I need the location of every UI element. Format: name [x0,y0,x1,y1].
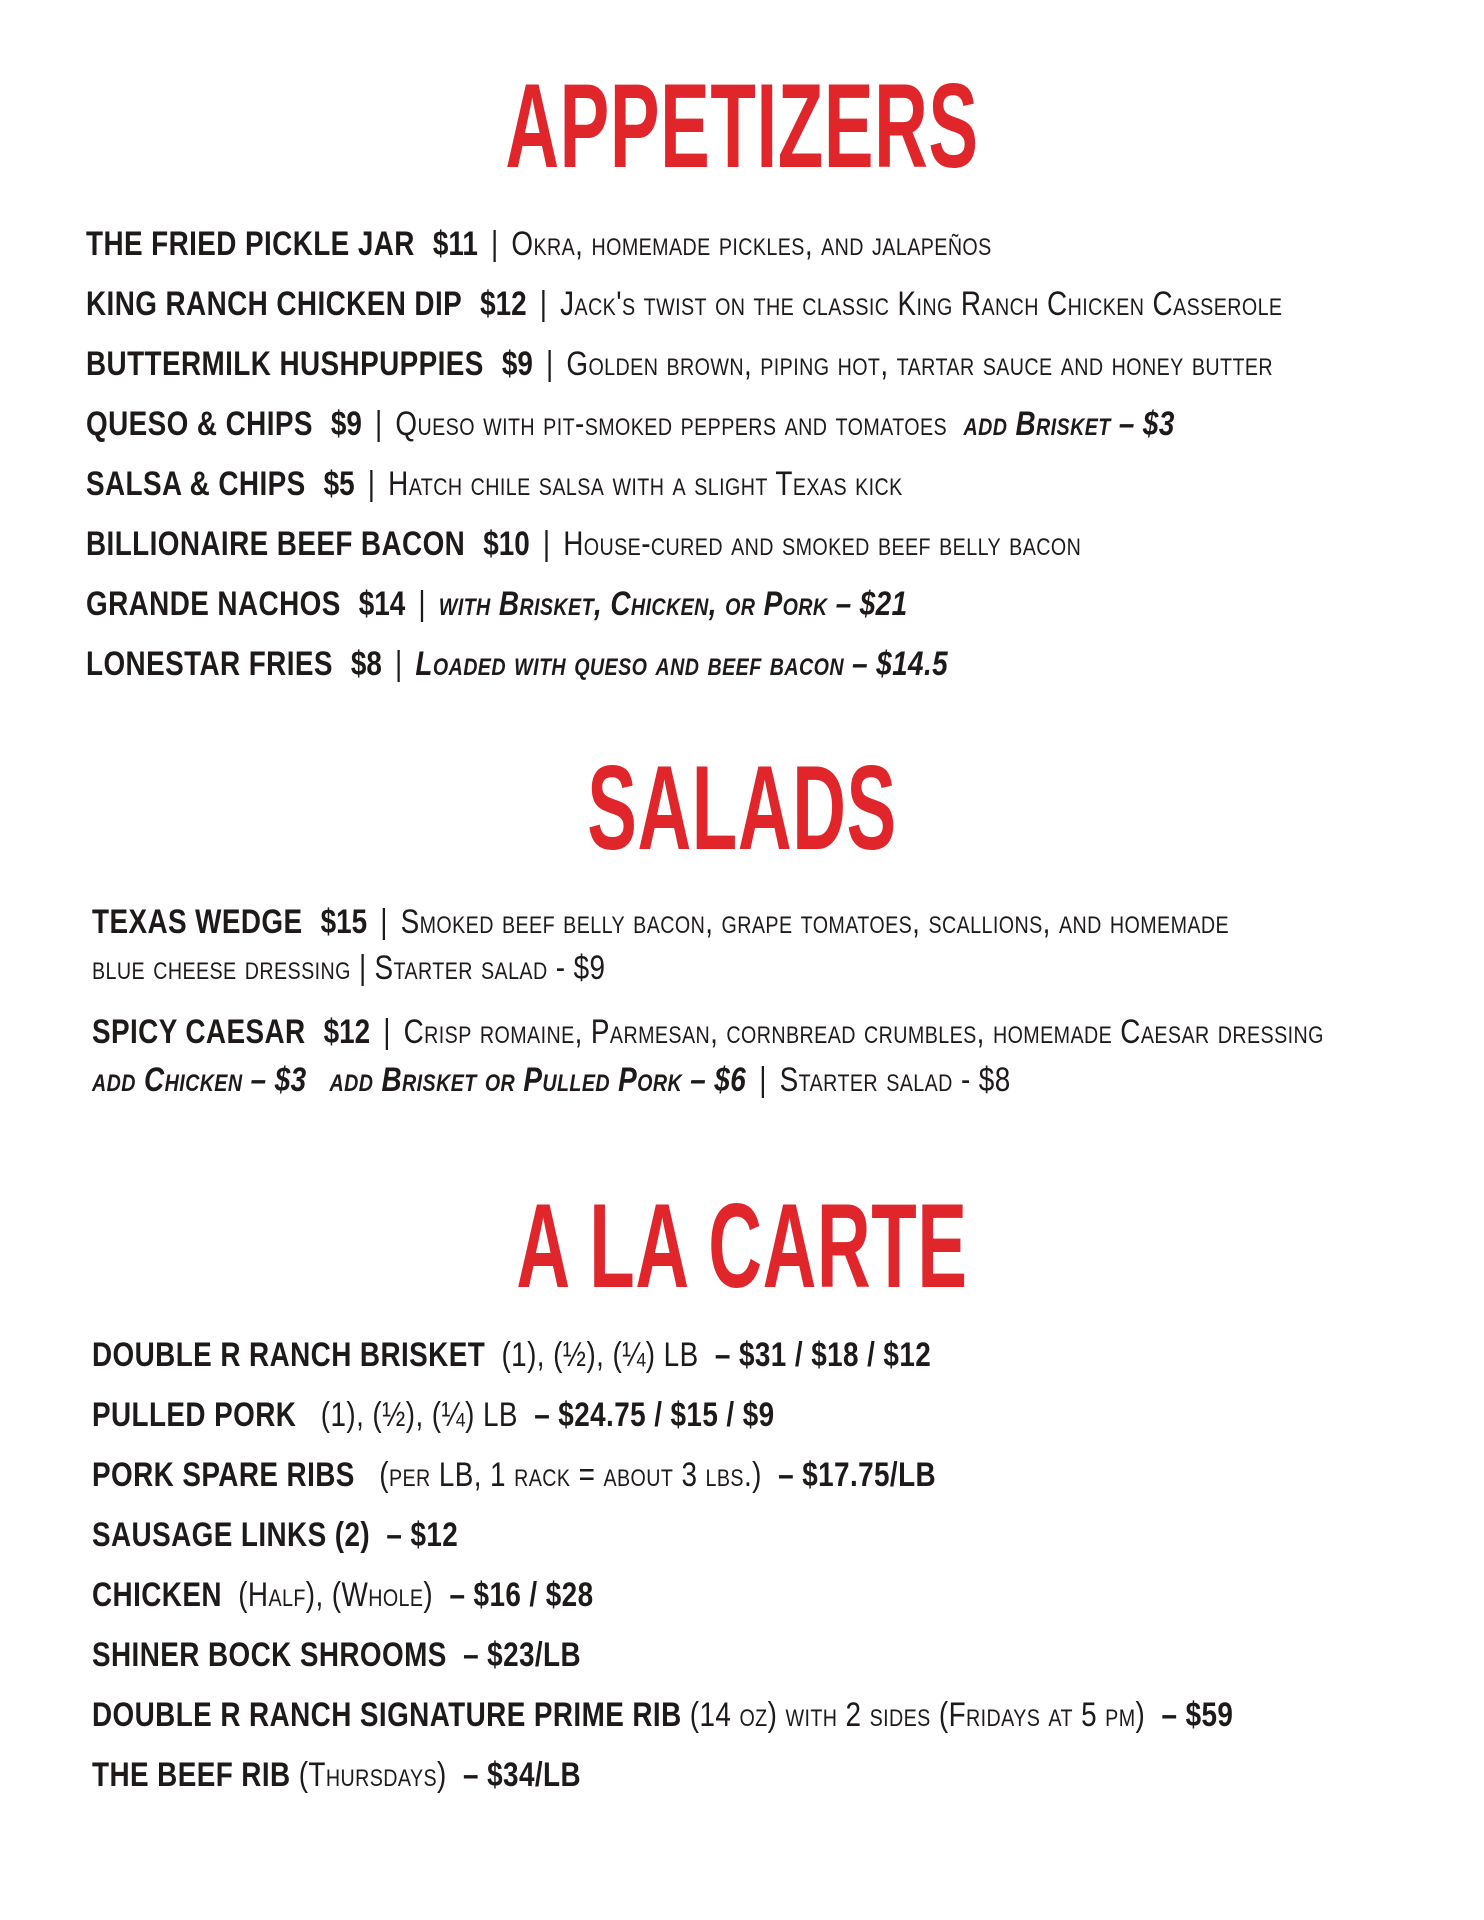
carte-item-chicken [92,1573,593,1617]
item-description: Queso with pit-smoked peppers and tomatoes [395,405,948,443]
item-price: $15 [320,903,368,941]
texas-wedge-line-2 [92,946,605,990]
item-addon: Loaded with queso and beef bacon – $14.5 [415,645,949,683]
item-detail: (1), (½), (¼) LB [320,1396,518,1434]
item-price: – $23/LB [463,1636,582,1674]
item-name: DOUBLE R RANCH BRISKET [92,1336,486,1374]
item-detail: (per LB, 1 rack = about 3 lbs.) [379,1456,762,1494]
item-price: – $59 [1161,1696,1234,1734]
separator: | [380,903,388,941]
item-description: Jack's twist on the classic King Ranch Chicken Casserole [560,285,1283,323]
menu-item-fried-pickle-jar [86,222,992,266]
item-description: Hatch chile salsa with a slight Texas kick [388,465,903,503]
menu-item-king-ranch-chicken-dip [86,282,1282,326]
separator: | [359,949,367,987]
carte-item-prime-rib [92,1693,1233,1737]
item-description: Smoked beef belly bacon, grape tomatoes, scallions, and homemade [400,903,1230,941]
separator: | [367,465,376,503]
item-name: SPICY CAESAR [92,1013,306,1051]
carte-item-pulled-pork [92,1393,775,1437]
separator: | [542,525,551,563]
item-price: $8 [350,645,382,683]
item-detail: (1), (½), (¼) LB [501,1336,699,1374]
item-name: GRANDE NACHOS [86,585,341,623]
item-name: PULLED PORK [92,1396,297,1434]
item-description-continued: blue cheese dressing [92,949,351,987]
menu-item-grande-nachos [86,582,908,626]
menu-item-texas-wedge [92,900,1229,944]
menu-item-billionaire-beef-bacon [86,522,1081,566]
item-name: PORK SPARE RIBS [92,1456,355,1494]
item-price: – $31 / $18 / $12 [714,1336,932,1374]
item-price: – $12 [386,1516,459,1554]
menu-item-salsa-chips [86,462,903,506]
separator: | [418,585,426,623]
item-detail: (Thursdays) [298,1756,447,1794]
menu-item-queso-chips [86,402,1175,446]
item-price: – $16 / $28 [449,1576,594,1614]
item-description: Golden brown, piping hot, tartar sauce and honey butter [566,345,1274,383]
item-name: SHINER BOCK SHROOMS [92,1636,447,1674]
item-price: $9 [330,405,362,443]
menu-item-lonestar-fries [86,642,948,686]
carte-item-beef-rib [92,1753,581,1797]
separator: | [395,645,403,683]
item-description: Okra, homemade pickles, and jalapeños [511,225,992,263]
item-price: $12 [480,285,527,323]
starter-salad-price: Starter salad - $9 [374,949,606,987]
item-name: KING RANCH CHICKEN DIP [86,285,463,323]
item-name: THE BEEF RIB [92,1756,291,1794]
item-name: SAUSAGE LINKS (2) [92,1516,371,1554]
item-name: BILLIONAIRE BEEF BACON [86,525,466,563]
item-detail: (14 oz) with 2 sides (Fridays at 5 pm) [689,1696,1146,1734]
separator: | [383,1013,391,1051]
item-price: $11 [432,225,478,263]
item-price: $12 [323,1013,371,1051]
addon-chicken: add Chicken – $3 [92,1061,307,1099]
separator: | [539,285,548,323]
carte-item-brisket [92,1333,931,1377]
spicy-caesar-line-2 [92,1058,1011,1102]
item-price: – $17.75/LB [778,1456,937,1494]
item-name: LONESTAR FRIES [86,645,333,683]
separator: | [759,1061,767,1099]
item-price: $14 [358,585,406,623]
item-name: DOUBLE R RANCH SIGNATURE PRIME RIB [92,1696,682,1734]
item-price: $9 [501,345,533,383]
separator: | [545,345,554,383]
item-name: TEXAS WEDGE [92,903,303,941]
separator: | [375,405,383,443]
menu-item-spicy-caesar [92,1010,1324,1054]
item-price: $5 [323,465,355,503]
addon-brisket-pork: add Brisket or Pulled Pork – $6 [329,1061,747,1099]
a-la-carte-heading: A LA CARTE [516,1179,968,1313]
appetizers-heading: APPETIZERS [505,59,979,193]
item-name: CHICKEN [92,1576,222,1614]
item-name: THE FRIED PICKLE JAR [86,225,415,263]
menu-item-buttermilk-hushpuppies [86,342,1273,386]
item-price: – $34/LB [463,1756,582,1794]
item-price: $10 [483,525,530,563]
carte-item-pork-spare-ribs [92,1453,936,1497]
carte-item-shiner-bock-shrooms [92,1633,581,1677]
item-name: SALSA & CHIPS [86,465,306,503]
item-description: Crisp romaine, Parmesan, cornbread crumbles, homemade Caesar dressing [403,1013,1324,1051]
item-name: QUESO & CHIPS [86,405,313,443]
item-price: – $24.75 / $15 / $9 [534,1396,775,1434]
item-addon: add Brisket – $3 [963,405,1175,443]
separator: | [491,225,499,263]
carte-item-sausage-links [92,1513,458,1557]
starter-salad-price: Starter salad - $8 [779,1061,1011,1099]
item-addon: with Brisket, Chicken, or Pork – $21 [438,585,908,623]
item-description: House-cured and smoked beef belly bacon [563,525,1082,563]
salads-heading: SALADS [587,741,897,875]
item-name: BUTTERMILK HUSHPUPPIES [86,345,484,383]
item-detail: (Half), (Whole) [238,1576,434,1614]
